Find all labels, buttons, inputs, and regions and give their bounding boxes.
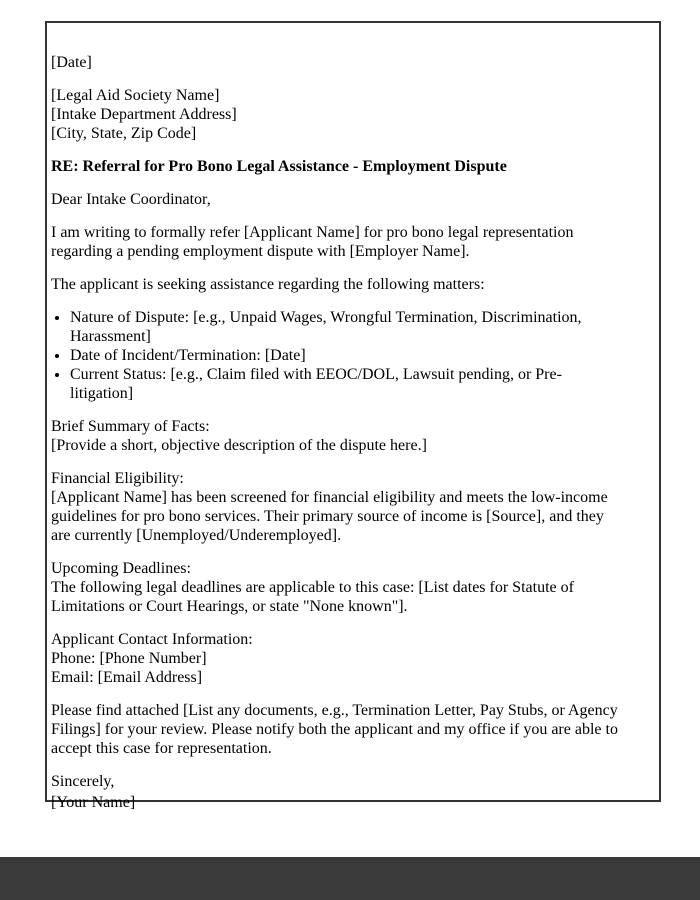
- financial-heading: Financial Eligibility:: [51, 470, 184, 487]
- matter-item-date: • Date of Incident/Termination: [Date]: [70, 346, 624, 365]
- closing-line: Sincerely,: [51, 773, 115, 790]
- summary-paragraph: [51, 417, 624, 455]
- financial-body: [Applicant Name] has been screened for financial eligibility and meets the low-income guidelines for pro bono services. Their primary source of income is [Source], and they are currently [Unemployed/Underemployed].: [51, 489, 608, 544]
- recipient-line-society: [Legal Aid Society Name]: [51, 87, 220, 104]
- contact-email-line: Email: [Email Address]: [51, 669, 203, 686]
- date-line: [Date]: [51, 54, 92, 71]
- salutation: Dear Intake Coordinator,: [51, 191, 211, 208]
- attachments-paragraph: Please find attached [List any documents, e.g., Termination Letter, Pay Stubs, or Agency Filings] for your review. Please notify both the applicant and my office if you are able to accept this case for representation.: [51, 702, 618, 757]
- matter-item-status: • Current Status: [e.g., Claim filed with EEOC/DOL, Lawsuit pending, or Pre-litigation]: [70, 365, 624, 403]
- matters-lead: The applicant is seeking assistance regarding the following matters:: [51, 276, 485, 293]
- letter-page: [45, 21, 661, 811]
- matter-item-nature: • Nature of Dispute: [e.g., Unpaid Wages, Wrongful Termination, Discrimination, Harassment]: [70, 308, 624, 346]
- intro-paragraph: I am writing to formally refer [Applicant Name] for pro bono legal representation regarding a pending employment dispute with [Employer Name].: [51, 224, 574, 260]
- page-footer-bar: [0, 857, 700, 900]
- recipient-block: [51, 86, 624, 143]
- deadlines-body: The following legal deadlines are applicable to this case: [List dates for Statute of Limitations or Court Hearings, or state "None known"].: [51, 579, 574, 615]
- signature-line: [Your Name]: [51, 794, 136, 811]
- contact-phone-line: Phone: [Phone Number]: [51, 650, 207, 667]
- summary-heading: Brief Summary of Facts:: [51, 418, 210, 435]
- recipient-line-address: [Intake Department Address]: [51, 106, 237, 123]
- contact-paragraph: [51, 630, 624, 687]
- deadlines-paragraph: [51, 559, 624, 616]
- summary-body: [Provide a short, objective description of the dispute here.]: [51, 437, 427, 454]
- recipient-line-city: [City, State, Zip Code]: [51, 125, 197, 142]
- contact-heading: Applicant Contact Information:: [51, 631, 253, 648]
- financial-paragraph: [51, 469, 624, 545]
- subject-line: RE: Referral for Pro Bono Legal Assistance - Employment Dispute: [51, 158, 507, 175]
- deadlines-heading: Upcoming Deadlines:: [51, 560, 191, 577]
- matters-list: [51, 308, 624, 403]
